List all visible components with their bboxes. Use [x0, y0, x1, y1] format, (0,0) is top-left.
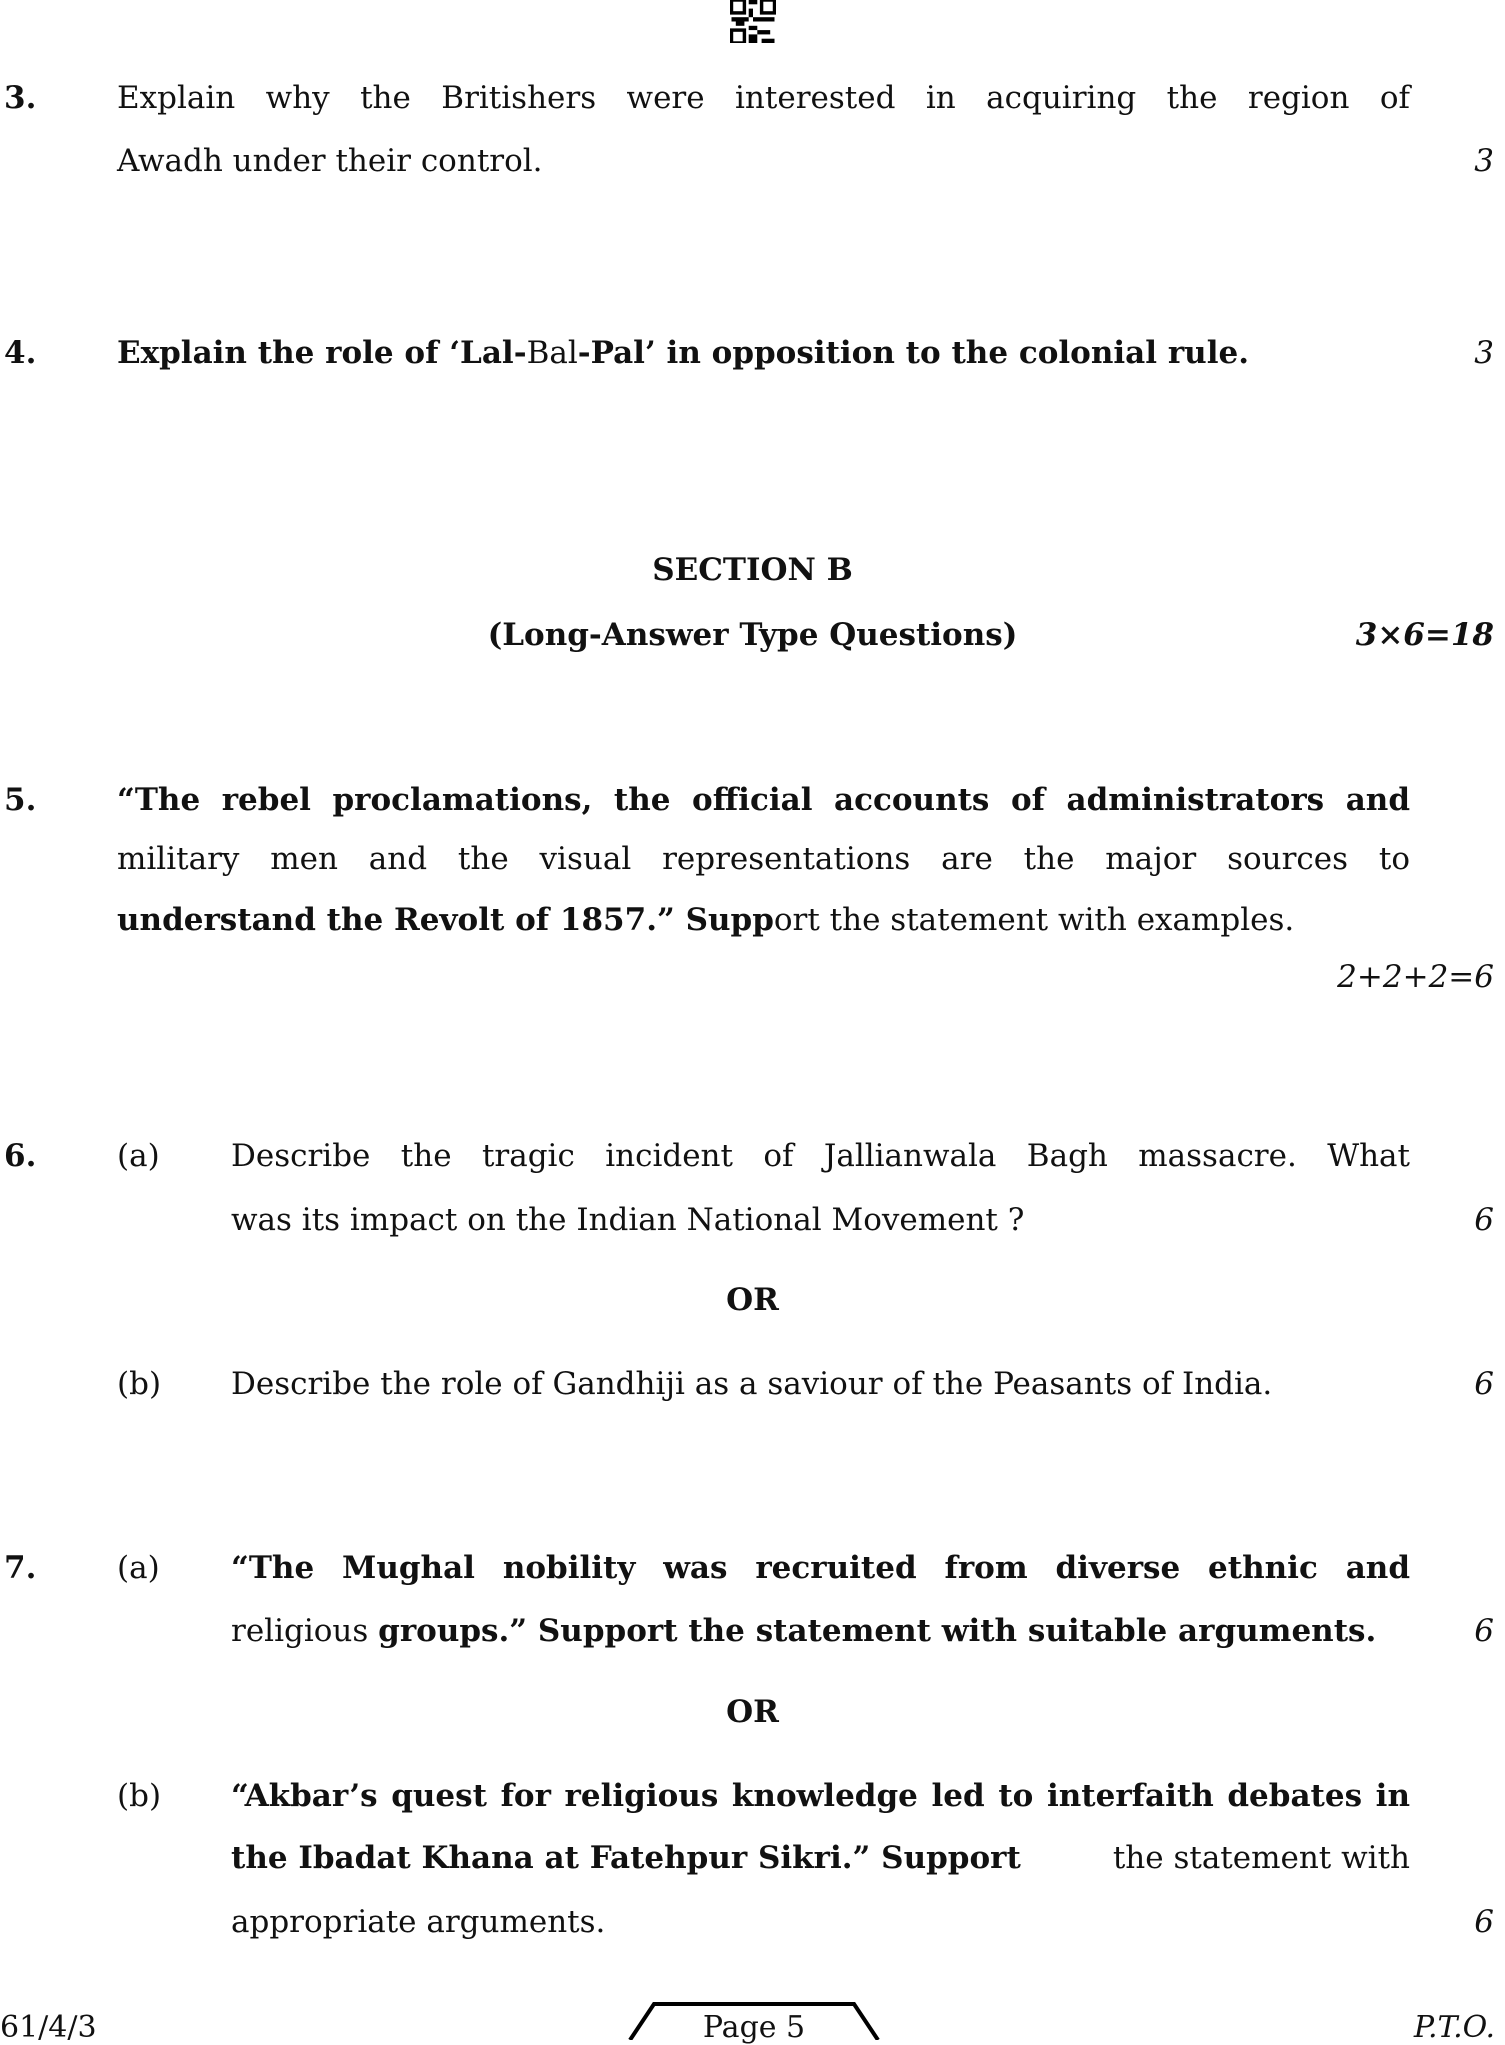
- question-6-or: OR: [726, 1282, 779, 1318]
- question-4-text: [117, 335, 1410, 371]
- question-6b-label: (b): [117, 1366, 162, 1402]
- q7a-line2-bold: groups.” Support the statement with suitable arguments.: [378, 1613, 1377, 1649]
- question-7a-line-2: [231, 1613, 1410, 1649]
- q4-part-c: -Pal’ in opposition to the colonial rule.: [577, 335, 1249, 371]
- question-5-line-1: “The rebel proclamations, the official accounts of administrators and: [117, 782, 1410, 818]
- q5-line3-regular: ort the statement with examples.: [773, 902, 1295, 938]
- question-6b-marks: 6: [1474, 1366, 1494, 1402]
- page-number: Page 5: [702, 2010, 806, 2045]
- question-7a-line-1: “The Mughal nobility was recruited from diverse ethnic and: [231, 1550, 1410, 1586]
- question-6a-marks: 6: [1474, 1202, 1494, 1238]
- question-7b-line-3: appropriate arguments.: [231, 1904, 606, 1940]
- pto-label: P.T.O.: [1413, 2010, 1495, 2045]
- question-7b-line-2: [231, 1840, 1410, 1876]
- question-5-line-2: military men and the visual representations are the major sources to: [117, 841, 1410, 877]
- q7b-line2-regular: the statement with: [1112, 1840, 1410, 1876]
- question-3-line-2: Awadh under their control.: [117, 143, 543, 179]
- question-6b-text: Describe the role of Gandhiji as a saviour of the Peasants of India.: [231, 1366, 1273, 1402]
- question-7b-marks: 6: [1474, 1904, 1494, 1940]
- question-5-marks: 2+2+2=6: [1337, 959, 1494, 995]
- question-6-number: 6.: [4, 1138, 37, 1174]
- question-4-marks: 3: [1474, 335, 1494, 371]
- q7a-line2-regular: religious: [231, 1613, 379, 1649]
- section-title: SECTION B: [652, 552, 853, 588]
- question-7-number: 7.: [4, 1550, 37, 1586]
- question-3-marks: 3: [1474, 143, 1494, 179]
- q4-part-a: Explain the role of ‘Lal-: [117, 335, 527, 371]
- question-5-line-3: [117, 902, 1410, 938]
- question-7-or: OR: [726, 1694, 779, 1730]
- question-7b-line-1: “Akbar’s quest for religious knowledge led to interfaith debates in: [231, 1778, 1410, 1814]
- question-7a-marks: 6: [1474, 1613, 1494, 1649]
- question-6a-line-2: was its impact on the Indian National Movement ?: [231, 1202, 1025, 1238]
- q5-line3-bold: understand the Revolt of 1857.” Supp: [117, 902, 774, 938]
- question-6a-line-1: Describe the tragic incident of Jallianwala Bagh massacre. What: [231, 1138, 1410, 1174]
- question-7b-label: (b): [117, 1778, 162, 1814]
- q7b-line2-bold: the Ibadat Khana at Fatehpur Sikri.” Support: [231, 1840, 1021, 1876]
- question-7a-label: (a): [117, 1550, 160, 1586]
- question-3-line-1: Explain why the Britishers were interested in acquiring the region of: [117, 80, 1410, 116]
- question-6a-label: (a): [117, 1138, 160, 1174]
- section-marks: 3×6=18: [1355, 617, 1494, 653]
- question-3-number: 3.: [4, 80, 37, 116]
- question-5-number: 5.: [4, 782, 37, 818]
- question-4-number: 4.: [4, 335, 37, 371]
- qr-code-icon: [730, 0, 776, 43]
- q4-part-b: Bal: [526, 335, 578, 371]
- paper-code: 61/4/3: [0, 2010, 97, 2045]
- section-subtitle: (Long-Answer Type Questions): [487, 617, 1018, 653]
